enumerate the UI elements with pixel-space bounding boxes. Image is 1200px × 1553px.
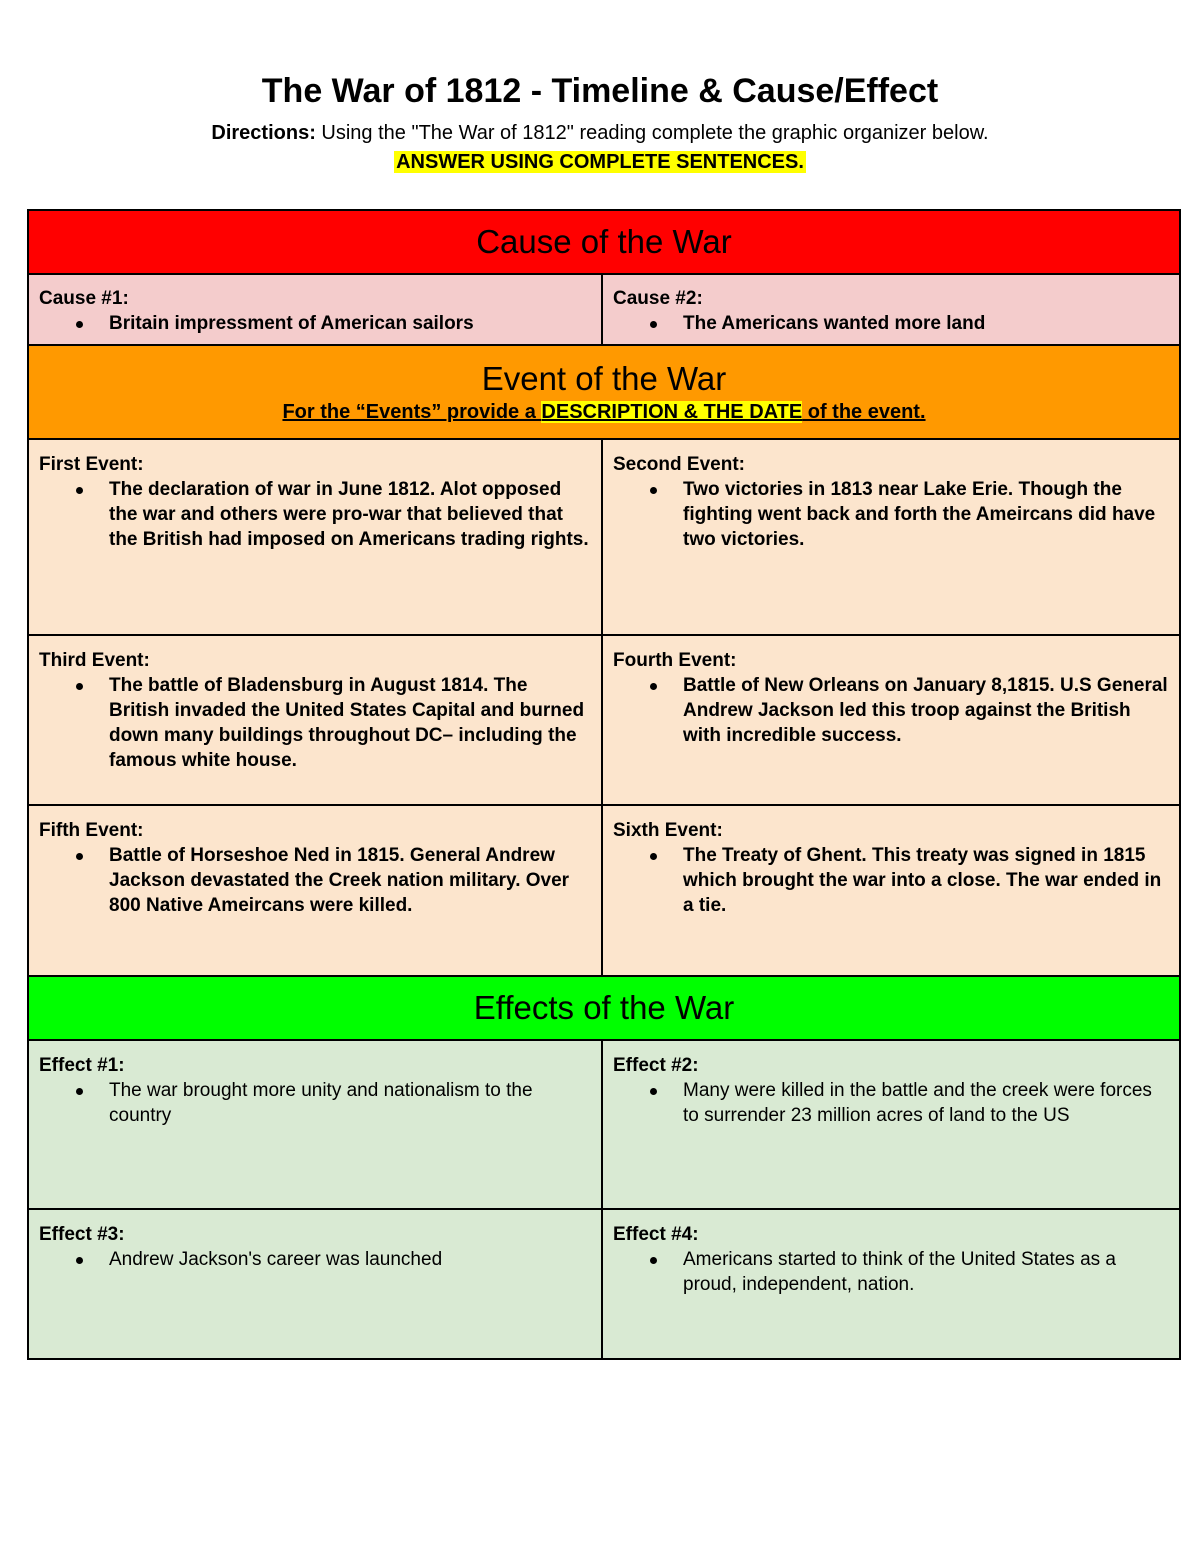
cause-heading: Cause of the War [476, 223, 732, 260]
event-text: Battle of Horseshoe Ned in 1815. General Andrew Jackson devastated the Creek nation military. Over 800 Native Ameircans were killed. [109, 843, 591, 918]
cause-label: Cause #2: [613, 288, 703, 309]
effect-band [28, 976, 1180, 1040]
worksheet-header [0, 68, 1200, 177]
directions-text: Using the "The War of 1812" reading complete the graphic organizer below. [315, 122, 989, 144]
effect-label: Effect #4: [613, 1224, 699, 1245]
directions [0, 120, 1200, 146]
event-label: Fourth Event: [613, 650, 737, 671]
cause-text: Britain impressment of American sailors [109, 311, 591, 336]
event-text: Two victories in 1813 near Lake Erie. Though the fighting went back and forth the Ameircans did have two victories. [683, 477, 1169, 552]
event-text: The battle of Bladensburg in August 1814. The British invaded the United States Capital and burned down many buildings throughout DC– including the famous white house. [109, 673, 591, 773]
answer-instruction: ANSWER USING COMPLETE SENTENCES. [396, 151, 804, 173]
event-instruction: For the “Events” provide a DESCRIPTION & THE DATE of the event. [282, 401, 926, 423]
event-text: The declaration of war in June 1812. Alot opposed the war and others were pro-war that believed that the British had imposed on Americans trading rights. [109, 477, 591, 552]
cause-text: The Americans wanted more land [683, 311, 1169, 336]
event-cell-6 [602, 805, 1180, 976]
event-instruction-highlight: DESCRIPTION & THE DATE [541, 401, 803, 423]
event-cell-4 [602, 635, 1180, 805]
page-title: The War of 1812 - Timeline & Cause/Effect [261, 72, 939, 110]
effect-cell-2 [602, 1040, 1180, 1209]
event-label: Fifth Event: [39, 820, 144, 841]
event-cell-2 [602, 439, 1180, 635]
effect-cell-1 [28, 1040, 602, 1209]
event-label: Second Event: [613, 454, 745, 475]
effect-text: Many were killed in the battle and the creek were forces to surrender 23 million acres of land to the US [683, 1078, 1169, 1128]
effect-label: Effect #2: [613, 1055, 699, 1076]
event-cell-3 [28, 635, 602, 805]
event-label: Third Event: [39, 650, 150, 671]
event-text: Battle of New Orleans on January 8,1815. U.S General Andrew Jackson led this troop against the British with incredible success. [683, 675, 1168, 746]
cause-label: Cause #1: [39, 288, 129, 309]
effect-label: Effect #3: [39, 1224, 125, 1245]
cause-band [28, 210, 1180, 274]
cause-cell-2 [602, 274, 1180, 345]
event-heading: Event of the War [481, 360, 727, 397]
event-cell-5 [28, 805, 602, 976]
effect-cell-4 [602, 1209, 1180, 1359]
effect-text: Andrew Jackson's career was launched [109, 1247, 591, 1272]
event-text: The Treaty of Ghent. This treaty was signed in 1815 which brought the war into a close. The war ended in a tie. [683, 843, 1169, 918]
event-label: First Event: [39, 454, 144, 475]
effect-text: The war brought more unity and nationalism to the country [109, 1078, 591, 1128]
cause-cell-1 [28, 274, 602, 345]
effect-heading: Effects of the War [473, 989, 735, 1026]
event-band [28, 345, 1180, 439]
graphic-organizer [27, 209, 1181, 1360]
effect-cell-3 [28, 1209, 602, 1359]
event-label: Sixth Event: [613, 820, 723, 841]
effect-text: Americans started to think of the United States as a proud, independent, nation. [683, 1247, 1169, 1297]
directions-label: Directions: [211, 122, 316, 144]
event-cell-1 [28, 439, 602, 635]
effect-label: Effect #1: [39, 1055, 125, 1076]
